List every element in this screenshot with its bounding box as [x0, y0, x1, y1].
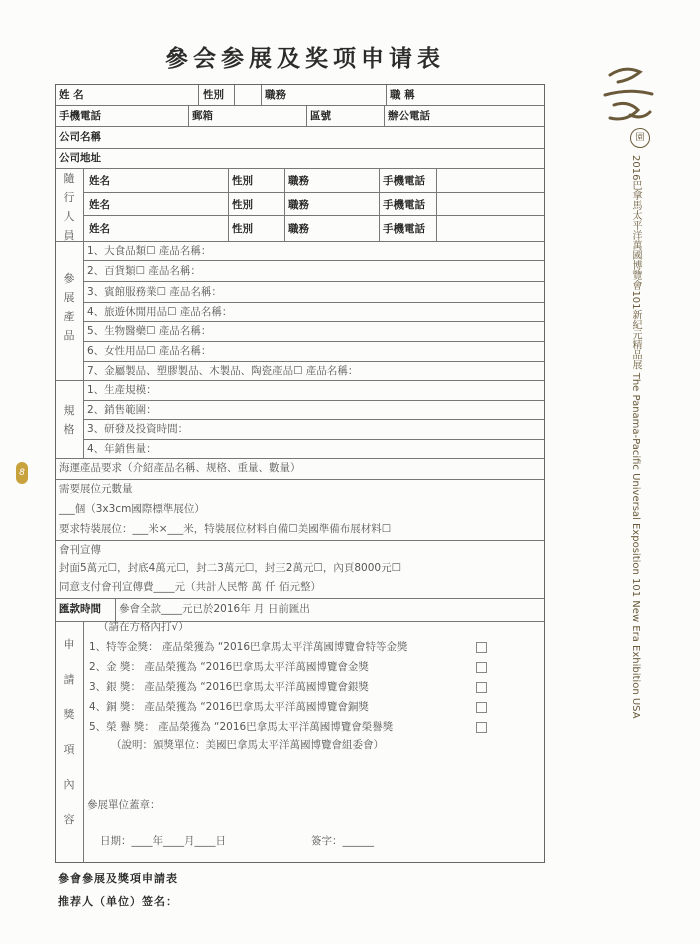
payment-time-text: 參會全款____元已於2016年 月 日前匯出 — [119, 603, 310, 615]
publication-options: 封面5萬元☐，封底4萬元☐，封二3萬元☐，封三2萬元☐，內頁8000元☐ — [59, 562, 402, 574]
date-field: 日期：____年____月____日 — [100, 835, 226, 847]
position-label: 職務 — [265, 89, 286, 101]
participant-seal-label: 參展單位蓋章： — [87, 799, 161, 811]
companion-name-label: 姓名 — [89, 175, 110, 187]
special-booth: 要求特裝展位：___米×___米，特裝展位材料自備☐美國準備布展材料☐ — [59, 523, 392, 535]
recommender-signature: 推荐人（单位）签名： — [58, 895, 178, 908]
booth-units: ___個（3x3cm國際標準展位） — [59, 503, 205, 515]
award-instruction: （請在方格內打√） — [98, 621, 189, 633]
companion-section-label: 隨 行 人 員 — [63, 172, 75, 242]
product-item: 7、金屬製品、塑膠製品、木製品、陶瓷產品☐ 產品名稱： — [87, 365, 359, 377]
company-name-label: 公司名稱 — [59, 131, 101, 143]
award-section-label: 申 請 獎 項 內 容 — [63, 638, 75, 826]
company-address-label: 公司地址 — [59, 152, 101, 164]
award-item: 2、金 獎： 產品榮獲為 “2016巴拿馬太平洋萬國博覽會金獎 — [89, 661, 369, 673]
mobile-label: 手機電話 — [59, 110, 101, 122]
award-checkbox[interactable] — [476, 662, 487, 673]
companion-name-label: 姓名 — [89, 223, 110, 235]
product-item: 6、女性用品☐ 產品名稱： — [87, 345, 212, 357]
office-phone-label: 辦公電話 — [388, 110, 430, 122]
payment-time-label: 匯款時間 — [59, 603, 101, 615]
gender-label: 性別 — [203, 89, 224, 101]
booth-quantity-title: 需要展位元數量 — [59, 483, 133, 495]
award-checkbox[interactable] — [476, 682, 487, 693]
award-note: （說明：頒獎單位：美國巴拿馬太平洋萬國博覽會組委會） — [111, 739, 384, 751]
companion-mobile-label: 手機電話 — [383, 175, 425, 187]
footer-title: 參會參展及獎項申請表 — [58, 872, 178, 885]
name-label: 姓 名 — [59, 89, 84, 101]
scale-section-label: 規 格 — [63, 404, 75, 436]
publication-title: 會刊宣傳 — [59, 544, 101, 556]
award-checkbox[interactable] — [476, 642, 487, 653]
companion-gender-label: 性別 — [232, 199, 253, 211]
product-item: 5、生物醫藥☐ 產品名稱： — [87, 325, 212, 337]
product-item: 3、賓館服務業☐ 產品名稱： — [87, 286, 222, 298]
companion-gender-label: 性別 — [232, 175, 253, 187]
email-label: 郵箱 — [192, 110, 213, 122]
seal-icon: 園 — [630, 128, 650, 148]
scale-item: 1、生產規模： — [87, 384, 157, 396]
form-title: 參会参展及奖项申请表 — [165, 46, 445, 72]
companion-position-label: 職務 — [288, 199, 309, 211]
product-section-label: 參 展 產 品 — [63, 272, 75, 342]
product-item: 2、百貨類☐ 產品名稱： — [87, 265, 201, 277]
product-item: 1、大食品類☐ 產品名稱： — [87, 245, 212, 257]
side-vertical-text: 2016巴拿馬太平洋萬國博覽會101新紀元精品展 The Panama-Pacific Universal Exposition 101 New Era Exhibition USA — [630, 155, 641, 719]
publication-fee: 同意支付會刊宣傳費____元（共計人民幣 萬 仟 佰元整） — [59, 581, 322, 593]
scale-item: 2、銷售範圍： — [87, 404, 157, 416]
award-item: 3、銀 獎： 產品榮獲為 “2016巴拿馬太平洋萬國博覽會銀獎 — [89, 681, 369, 693]
signature-field: 簽字：______ — [311, 835, 374, 847]
scale-item: 3、研發及投資時間： — [87, 423, 189, 435]
award-item: 5、榮 譽 獎： 產品榮獲為 “2016巴拿馬太平洋萬國博覽會榮譽獎 — [89, 721, 394, 733]
companion-gender-label: 性別 — [232, 223, 253, 235]
award-item: 1、特等金獎： 產品榮獲為 “2016巴拿馬太平洋萬國博覽會特等金獎 — [89, 641, 408, 653]
zipcode-label: 區號 — [310, 110, 331, 122]
page-number: 8 — [16, 462, 28, 484]
award-checkbox[interactable] — [476, 722, 487, 733]
award-checkbox[interactable] — [476, 702, 487, 713]
job-title-label: 職 稱 — [390, 89, 415, 101]
scale-item: 4、年銷售量： — [87, 443, 157, 455]
expo-product-requirements: 海運產品要求（介紹產品名稱、规格、重量、數量） — [59, 462, 301, 474]
award-item: 4、銅 獎： 產品榮獲為 “2016巴拿馬太平洋萬國博覽會銅獎 — [89, 701, 369, 713]
product-item: 4、旅遊休閒用品☐ 產品名稱： — [87, 306, 233, 318]
application-form — [55, 84, 545, 863]
companion-mobile-label: 手機電話 — [383, 223, 425, 235]
companion-position-label: 職務 — [288, 175, 309, 187]
companion-name-label: 姓名 — [89, 199, 110, 211]
calligraphy-logo — [600, 60, 660, 141]
companion-position-label: 職務 — [288, 223, 309, 235]
companion-mobile-label: 手機電話 — [383, 199, 425, 211]
